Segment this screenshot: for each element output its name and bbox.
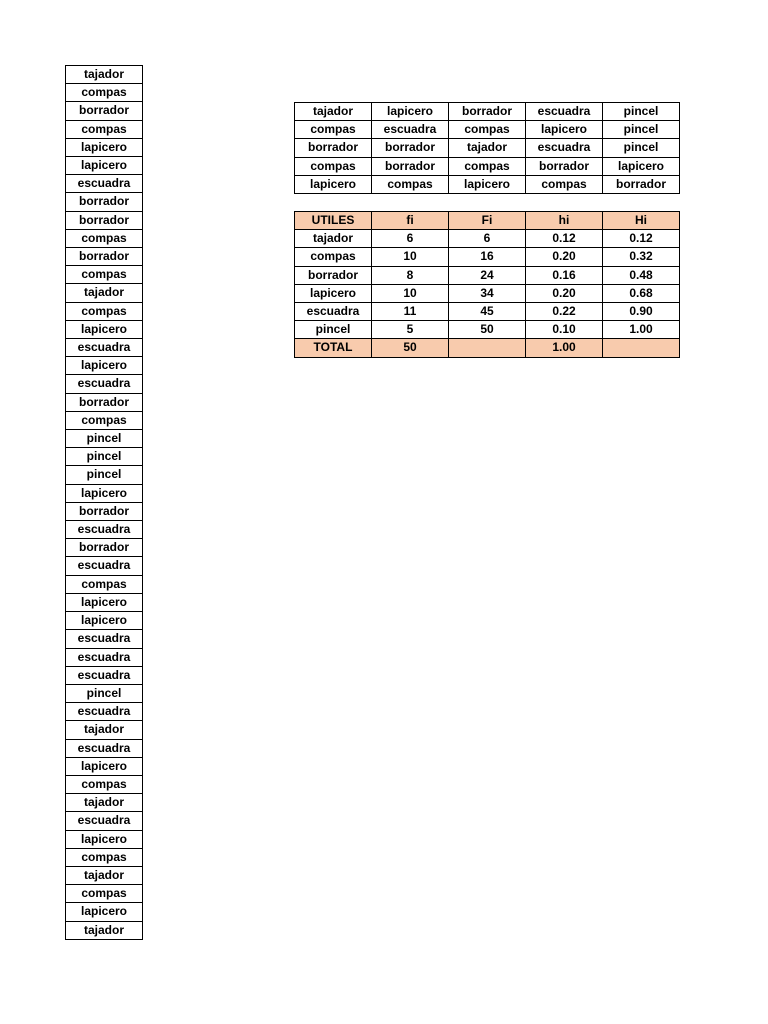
list-row	[66, 466, 143, 484]
list-row	[66, 812, 143, 830]
list-cell[interactable]: lapicero	[66, 357, 143, 375]
grid-cell[interactable]: compas	[449, 121, 526, 139]
frequency-cell[interactable]: 34	[449, 284, 526, 302]
grid-cell[interactable]: compas	[295, 157, 372, 175]
list-cell[interactable]: escuadra	[66, 557, 143, 575]
list-cell[interactable]: escuadra	[66, 521, 143, 539]
frequency-cell[interactable]: 6	[372, 230, 449, 248]
grid-cell[interactable]: lapicero	[449, 175, 526, 193]
grid-cell[interactable]: pincel	[603, 103, 680, 121]
list-row	[66, 138, 143, 156]
frequency-header-cell[interactable]: fi	[372, 212, 449, 230]
list-row	[66, 921, 143, 939]
frequency-cell[interactable]: 0.32	[603, 248, 680, 266]
list-row	[66, 302, 143, 320]
frequency-table	[294, 211, 680, 358]
list-cell[interactable]: escuadra	[66, 630, 143, 648]
frequency-cell[interactable]: 0.16	[526, 266, 603, 284]
grid-cell[interactable]: borrador	[372, 157, 449, 175]
list-row	[66, 630, 143, 648]
list-cell[interactable]: tajador	[66, 284, 143, 302]
list-cell[interactable]: borrador	[66, 102, 143, 120]
frequency-row	[295, 321, 680, 339]
list-row	[66, 320, 143, 338]
list-cell[interactable]: compas	[66, 885, 143, 903]
frequency-row	[295, 266, 680, 284]
list-row	[66, 903, 143, 921]
frequency-cell[interactable]: compas	[295, 248, 372, 266]
list-cell[interactable]: borrador	[66, 393, 143, 411]
list-row	[66, 830, 143, 848]
grid-row	[295, 157, 680, 175]
list-row	[66, 885, 143, 903]
list-cell[interactable]: compas	[66, 575, 143, 593]
frequency-cell[interactable]: pincel	[295, 321, 372, 339]
list-row	[66, 794, 143, 812]
frequency-cell[interactable]: 0.12	[603, 230, 680, 248]
grid-cell[interactable]: compas	[372, 175, 449, 193]
frequency-cell[interactable]: borrador	[295, 266, 372, 284]
list-cell[interactable]: borrador	[66, 502, 143, 520]
list-row	[66, 721, 143, 739]
frequency-cell[interactable]: 10	[372, 284, 449, 302]
list-row	[66, 684, 143, 702]
grid-cell[interactable]: lapicero	[526, 121, 603, 139]
list-cell[interactable]: tajador	[66, 66, 143, 84]
frequency-total-cell[interactable]: TOTAL	[295, 339, 372, 357]
grid-cell[interactable]: compas	[526, 175, 603, 193]
list-cell[interactable]: borrador	[66, 211, 143, 229]
grid-cell[interactable]: compas	[449, 157, 526, 175]
frequency-header-cell[interactable]: UTILES	[295, 212, 372, 230]
list-row	[66, 612, 143, 630]
frequency-cell[interactable]: 16	[449, 248, 526, 266]
list-row	[66, 575, 143, 593]
list-cell[interactable]: escuadra	[66, 666, 143, 684]
list-cell[interactable]: escuadra	[66, 648, 143, 666]
frequency-header-cell[interactable]: Hi	[603, 212, 680, 230]
list-cell[interactable]: compas	[66, 411, 143, 429]
grid-row	[295, 139, 680, 157]
grid-cell[interactable]: escuadra	[526, 139, 603, 157]
grid-cell[interactable]: borrador	[449, 103, 526, 121]
grid-cell[interactable]: borrador	[372, 139, 449, 157]
list-row	[66, 357, 143, 375]
list-row	[66, 266, 143, 284]
list-cell[interactable]: tajador	[66, 721, 143, 739]
grid-cell[interactable]: lapicero	[372, 103, 449, 121]
grid-cell[interactable]: escuadra	[372, 121, 449, 139]
frequency-cell[interactable]: 50	[449, 321, 526, 339]
frequency-header-cell[interactable]: Fi	[449, 212, 526, 230]
list-row	[66, 666, 143, 684]
frequency-row	[295, 230, 680, 248]
list-cell[interactable]: borrador	[66, 539, 143, 557]
list-row	[66, 211, 143, 229]
frequency-cell[interactable]: 0.20	[526, 284, 603, 302]
list-row	[66, 648, 143, 666]
frequency-row	[295, 284, 680, 302]
list-cell[interactable]: compas	[66, 84, 143, 102]
list-cell[interactable]: escuadra	[66, 739, 143, 757]
list-row	[66, 521, 143, 539]
list-row	[66, 193, 143, 211]
list-row	[66, 502, 143, 520]
list-cell[interactable]: compas	[66, 302, 143, 320]
frequency-cell[interactable]: 0.90	[603, 303, 680, 321]
list-row	[66, 120, 143, 138]
frequency-cell[interactable]: 0.48	[603, 266, 680, 284]
grid-row	[295, 121, 680, 139]
frequency-cell[interactable]: 45	[449, 303, 526, 321]
list-cell[interactable]: compas	[66, 266, 143, 284]
list-row	[66, 448, 143, 466]
grid-cell[interactable]: pincel	[603, 139, 680, 157]
frequency-cell[interactable]: 0.22	[526, 303, 603, 321]
list-cell[interactable]: compas	[66, 848, 143, 866]
frequency-header-row	[295, 212, 680, 230]
frequency-total-cell[interactable]	[449, 339, 526, 357]
list-cell[interactable]: pincel	[66, 430, 143, 448]
list-cell[interactable]: escuadra	[66, 339, 143, 357]
list-row	[66, 703, 143, 721]
list-cell[interactable]: tajador	[66, 866, 143, 884]
list-cell[interactable]: lapicero	[66, 612, 143, 630]
frequency-cell[interactable]: 5	[372, 321, 449, 339]
grid-cell[interactable]: borrador	[603, 175, 680, 193]
grid-cell[interactable]: lapicero	[295, 175, 372, 193]
frequency-cell[interactable]: 1.00	[603, 321, 680, 339]
frequency-row	[295, 303, 680, 321]
list-row	[66, 484, 143, 502]
list-row	[66, 284, 143, 302]
list-cell[interactable]: lapicero	[66, 593, 143, 611]
grid-row	[295, 103, 680, 121]
list-row	[66, 102, 143, 120]
list-row	[66, 84, 143, 102]
frequency-cell[interactable]: 0.12	[526, 230, 603, 248]
list-cell[interactable]: pincel	[66, 448, 143, 466]
list-row	[66, 430, 143, 448]
list-row	[66, 175, 143, 193]
list-cell[interactable]: lapicero	[66, 157, 143, 175]
frequency-total-cell[interactable]: 1.00	[526, 339, 603, 357]
list-row	[66, 593, 143, 611]
frequency-cell[interactable]: 0.20	[526, 248, 603, 266]
list-row	[66, 248, 143, 266]
list-cell[interactable]: lapicero	[66, 757, 143, 775]
list-cell[interactable]: escuadra	[66, 812, 143, 830]
list-row	[66, 739, 143, 757]
list-cell[interactable]: tajador	[66, 921, 143, 939]
list-row	[66, 757, 143, 775]
frequency-total-cell[interactable]	[603, 339, 680, 357]
grid-row	[295, 175, 680, 193]
grid-cell[interactable]: escuadra	[526, 103, 603, 121]
grid-cell[interactable]: tajador	[295, 103, 372, 121]
frequency-cell[interactable]: escuadra	[295, 303, 372, 321]
frequency-cell[interactable]: 8	[372, 266, 449, 284]
list-cell[interactable]: lapicero	[66, 320, 143, 338]
list-row	[66, 557, 143, 575]
frequency-cell[interactable]: 24	[449, 266, 526, 284]
list-cell[interactable]: lapicero	[66, 484, 143, 502]
frequency-cell[interactable]: 0.10	[526, 321, 603, 339]
list-row	[66, 157, 143, 175]
frequency-cell[interactable]: 11	[372, 303, 449, 321]
list-cell[interactable]: lapicero	[66, 830, 143, 848]
list-row	[66, 848, 143, 866]
list-row	[66, 866, 143, 884]
grid-cell[interactable]: borrador	[526, 157, 603, 175]
list-row	[66, 775, 143, 793]
frequency-cell[interactable]: 6	[449, 230, 526, 248]
list-cell[interactable]: pincel	[66, 684, 143, 702]
list-cell[interactable]: lapicero	[66, 138, 143, 156]
list-row	[66, 539, 143, 557]
list-cell[interactable]: pincel	[66, 466, 143, 484]
list-cell[interactable]: borrador	[66, 193, 143, 211]
grid-cell[interactable]: compas	[295, 121, 372, 139]
list-cell[interactable]: escuadra	[66, 175, 143, 193]
raw-data-list	[65, 65, 143, 940]
list-row	[66, 229, 143, 247]
list-cell[interactable]: borrador	[66, 248, 143, 266]
list-cell[interactable]: escuadra	[66, 703, 143, 721]
grid-cell[interactable]: borrador	[295, 139, 372, 157]
frequency-header-cell[interactable]: hi	[526, 212, 603, 230]
frequency-total-cell[interactable]: 50	[372, 339, 449, 357]
list-cell[interactable]: compas	[66, 229, 143, 247]
frequency-total-row	[295, 339, 680, 357]
list-row	[66, 375, 143, 393]
list-row	[66, 411, 143, 429]
grid-cell[interactable]: tajador	[449, 139, 526, 157]
list-cell[interactable]: compas	[66, 120, 143, 138]
list-cell[interactable]: lapicero	[66, 903, 143, 921]
frequency-cell[interactable]: 10	[372, 248, 449, 266]
data-grid	[294, 102, 680, 194]
frequency-cell[interactable]: lapicero	[295, 284, 372, 302]
list-cell[interactable]: compas	[66, 775, 143, 793]
list-row	[66, 66, 143, 84]
list-cell[interactable]: escuadra	[66, 375, 143, 393]
list-row	[66, 393, 143, 411]
frequency-cell[interactable]: tajador	[295, 230, 372, 248]
frequency-row	[295, 248, 680, 266]
list-cell[interactable]: tajador	[66, 794, 143, 812]
frequency-cell[interactable]: 0.68	[603, 284, 680, 302]
list-row	[66, 339, 143, 357]
grid-cell[interactable]: pincel	[603, 121, 680, 139]
grid-cell[interactable]: lapicero	[603, 157, 680, 175]
